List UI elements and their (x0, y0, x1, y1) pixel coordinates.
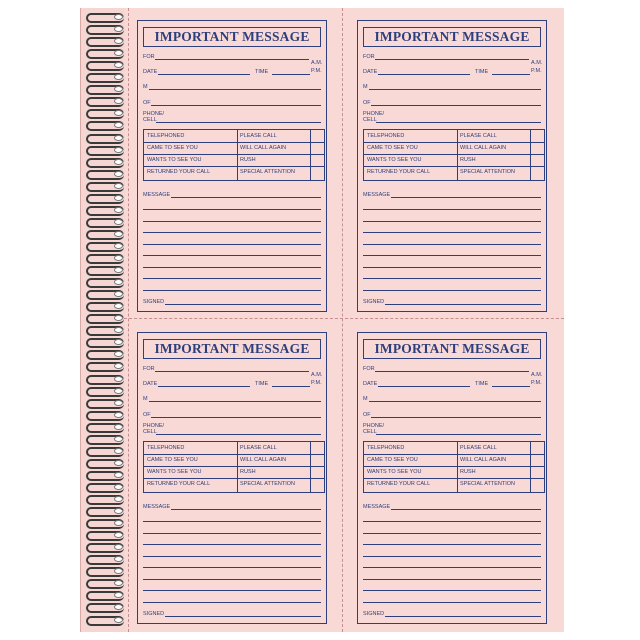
checkbox-came-to-see-you[interactable]: CAME TO SEE YOU (147, 145, 198, 151)
spiral-coil (86, 422, 126, 430)
phone-line (156, 122, 321, 123)
spiral-coil (86, 24, 126, 32)
m-label: M (363, 84, 368, 90)
spiral-coil (86, 482, 126, 490)
signed-label: SIGNED (143, 299, 165, 305)
checkbox-returned-your-call[interactable]: RETURNED YOUR CALL (147, 169, 211, 175)
of-label: OF (363, 100, 371, 106)
time-line (272, 386, 310, 387)
m-label: M (143, 396, 148, 402)
am-label: A.M. (531, 372, 543, 378)
for-label: FOR (143, 54, 155, 60)
message-rule (143, 533, 321, 534)
perforation-binding (128, 8, 129, 632)
spiral-coil (86, 361, 126, 369)
cell-label: CELL (143, 117, 157, 123)
of-line (151, 105, 321, 106)
checkbox-will-call-again[interactable]: WILL CALL AGAIN (460, 145, 507, 151)
phone-line (156, 434, 321, 435)
message-rule (363, 232, 541, 233)
checkbox-please-call[interactable]: PLEASE CALL (460, 133, 497, 139)
message-rule (143, 267, 321, 268)
spiral-coil (86, 157, 126, 165)
checkbox-wants-to-see-you[interactable]: WANTS TO SEE YOU (147, 157, 202, 163)
message-line (171, 197, 321, 198)
of-line (371, 105, 541, 106)
checkbox-please-call[interactable]: PLEASE CALL (240, 445, 277, 451)
date-line (378, 386, 470, 387)
checkbox-will-call-again[interactable]: WILL CALL AGAIN (240, 145, 287, 151)
time-label: TIME (475, 69, 489, 75)
pm-label: P.M. (311, 380, 322, 386)
message-rule (363, 579, 541, 580)
form-title: IMPORTANT MESSAGE (363, 339, 541, 359)
spiral-coil (86, 518, 126, 526)
checkbox-rush[interactable]: RUSH (240, 157, 256, 163)
signed-line (385, 304, 541, 305)
spiral-coil (86, 470, 126, 478)
checkbox-special-attention[interactable]: SPECIAL ATTENTION (460, 169, 516, 175)
checkbox-wants-to-see-you[interactable]: WANTS TO SEE YOU (367, 157, 422, 163)
date-label: DATE (143, 381, 158, 387)
checkbox-came-to-see-you[interactable]: CAME TO SEE YOU (367, 457, 418, 463)
message-rule (143, 244, 321, 245)
checkbox-returned-your-call[interactable]: RETURNED YOUR CALL (367, 481, 431, 487)
message-rule (363, 556, 541, 557)
message-rule (143, 278, 321, 279)
spiral-coil (86, 48, 126, 56)
checkbox-table (363, 129, 545, 181)
message-form-4 (357, 332, 547, 624)
message-rule (363, 221, 541, 222)
checkbox-will-call-again[interactable]: WILL CALL AGAIN (240, 457, 287, 463)
spiral-coil (86, 578, 126, 586)
message-rule (363, 255, 541, 256)
m-line (369, 401, 541, 402)
cell-label: CELL (363, 117, 377, 123)
spiral-coil (86, 446, 126, 454)
message-label: MESSAGE (363, 504, 391, 510)
date-line (158, 386, 250, 387)
message-form-2 (357, 20, 547, 312)
message-line (171, 509, 321, 510)
spiral-coil (86, 410, 126, 418)
message-form-1 (137, 20, 327, 312)
spiral-coil (86, 554, 126, 562)
spiral-coil (86, 458, 126, 466)
spiral-coil (86, 530, 126, 538)
spiral-coil (86, 494, 126, 502)
message-rule (363, 521, 541, 522)
checkbox-table (363, 441, 545, 493)
message-label: MESSAGE (143, 192, 171, 198)
date-line (158, 74, 250, 75)
spiral-coil (86, 590, 126, 598)
message-label: MESSAGE (143, 504, 171, 510)
checkbox-rush[interactable]: RUSH (240, 469, 256, 475)
time-line (492, 74, 530, 75)
m-label: M (143, 84, 148, 90)
for-line (375, 59, 529, 60)
message-rule (143, 290, 321, 291)
of-label: OF (143, 412, 151, 418)
spiral-coil (86, 133, 126, 141)
checkbox-returned-your-call[interactable]: RETURNED YOUR CALL (147, 481, 211, 487)
spiral-coil (86, 72, 126, 80)
message-rule (143, 521, 321, 522)
spiral-coil (86, 36, 126, 44)
checkbox-special-attention[interactable]: SPECIAL ATTENTION (460, 481, 516, 487)
message-rule (363, 209, 541, 210)
spiral-coil (86, 301, 126, 309)
checkbox-row (144, 166, 324, 178)
spiral-coil (86, 84, 126, 92)
message-rule (143, 590, 321, 591)
checkbox-please-call[interactable]: PLEASE CALL (240, 133, 277, 139)
for-line (375, 371, 529, 372)
phone-line (376, 434, 541, 435)
am-label: A.M. (311, 372, 323, 378)
spiral-coil (86, 325, 126, 333)
cell-label: CELL (143, 429, 157, 435)
date-line (378, 74, 470, 75)
spiral-coil (86, 398, 126, 406)
for-line (155, 371, 309, 372)
phone-label: PHONE/ (143, 111, 165, 117)
spiral-coil (86, 265, 126, 273)
time-line (272, 74, 310, 75)
message-rule (363, 533, 541, 534)
m-line (149, 401, 321, 402)
message-line (391, 509, 541, 510)
spiral-coil (86, 349, 126, 357)
checkbox-special-attention[interactable]: SPECIAL ATTENTION (240, 169, 296, 175)
spiral-coil (86, 506, 126, 514)
checkbox-wants-to-see-you[interactable]: WANTS TO SEE YOU (147, 469, 202, 475)
time-label: TIME (255, 69, 269, 75)
message-rule (143, 567, 321, 568)
spiral-coil (86, 12, 126, 20)
of-line (371, 417, 541, 418)
phone-label: PHONE/ (143, 423, 165, 429)
message-rule (143, 232, 321, 233)
spiral-coil (86, 434, 126, 442)
message-rule (363, 267, 541, 268)
cell-label: CELL (363, 429, 377, 435)
spiral-coil (86, 145, 126, 153)
of-label: OF (363, 412, 371, 418)
message-rule (143, 556, 321, 557)
spiral-coil (86, 374, 126, 382)
spiral-coil (86, 205, 126, 213)
message-rule (143, 221, 321, 222)
phone-label: PHONE/ (363, 423, 385, 429)
signed-label: SIGNED (363, 611, 385, 617)
checkbox-row (364, 166, 544, 178)
message-form-3 (137, 332, 327, 624)
spiral-coil (86, 120, 126, 128)
time-label: TIME (475, 381, 489, 387)
spiral-coil (86, 60, 126, 68)
checkbox-please-call[interactable]: PLEASE CALL (460, 445, 497, 451)
am-label: A.M. (531, 60, 543, 66)
spiral-coil (86, 108, 126, 116)
message-rule (363, 602, 541, 603)
for-label: FOR (363, 366, 375, 372)
m-line (369, 89, 541, 90)
signed-line (165, 304, 321, 305)
message-rule (143, 602, 321, 603)
signed-label: SIGNED (363, 299, 385, 305)
perforation-vertical (342, 8, 343, 632)
message-rule (143, 209, 321, 210)
checkbox-telephoned[interactable]: TELEPHONED (367, 133, 405, 139)
form-title: IMPORTANT MESSAGE (143, 27, 321, 47)
signed-line (385, 616, 541, 617)
message-rule (363, 278, 541, 279)
spiral-coil (86, 96, 126, 104)
checkbox-special-attention[interactable]: SPECIAL ATTENTION (240, 481, 296, 487)
spiral-binding (86, 12, 126, 628)
m-line (149, 89, 321, 90)
phone-label: PHONE/ (363, 111, 385, 117)
checkbox-telephoned[interactable]: TELEPHONED (367, 445, 405, 451)
form-title: IMPORTANT MESSAGE (143, 339, 321, 359)
spiral-coil (86, 289, 126, 297)
spiral-coil (86, 193, 126, 201)
time-label: TIME (255, 381, 269, 387)
checkbox-will-call-again[interactable]: WILL CALL AGAIN (460, 457, 507, 463)
message-rule (143, 544, 321, 545)
checkbox-telephoned[interactable]: TELEPHONED (147, 133, 185, 139)
signed-line (165, 616, 321, 617)
signed-label: SIGNED (143, 611, 165, 617)
spiral-coil (86, 602, 126, 610)
for-label: FOR (363, 54, 375, 60)
form-title: IMPORTANT MESSAGE (363, 27, 541, 47)
spiral-coil (86, 566, 126, 574)
checkbox-wants-to-see-you[interactable]: WANTS TO SEE YOU (367, 469, 422, 475)
of-label: OF (143, 100, 151, 106)
message-rule (363, 567, 541, 568)
checkbox-rush[interactable]: RUSH (460, 469, 476, 475)
spiral-coil (86, 217, 126, 225)
spiral-coil (86, 241, 126, 249)
message-line (391, 197, 541, 198)
message-rule (363, 290, 541, 291)
pm-label: P.M. (531, 380, 542, 386)
checkbox-rush[interactable]: RUSH (460, 157, 476, 163)
m-label: M (363, 396, 368, 402)
checkbox-telephoned[interactable]: TELEPHONED (147, 445, 185, 451)
date-label: DATE (363, 69, 378, 75)
spiral-coil (86, 229, 126, 237)
phone-line (376, 122, 541, 123)
date-label: DATE (363, 381, 378, 387)
checkbox-came-to-see-you[interactable]: CAME TO SEE YOU (367, 145, 418, 151)
checkbox-table (143, 441, 325, 493)
spiral-coil (86, 277, 126, 285)
spiral-coil (86, 181, 126, 189)
checkbox-table (143, 129, 325, 181)
of-line (151, 417, 321, 418)
spiral-coil (86, 386, 126, 394)
checkbox-row (364, 478, 544, 490)
checkbox-returned-your-call[interactable]: RETURNED YOUR CALL (367, 169, 431, 175)
message-rule (363, 590, 541, 591)
checkbox-row (144, 478, 324, 490)
spiral-coil (86, 615, 126, 623)
perforation-horizontal (124, 318, 564, 319)
spiral-coil (86, 169, 126, 177)
spiral-coil (86, 337, 126, 345)
pm-label: P.M. (311, 68, 322, 74)
spiral-coil (86, 313, 126, 321)
message-rule (143, 579, 321, 580)
message-rule (143, 255, 321, 256)
checkbox-came-to-see-you[interactable]: CAME TO SEE YOU (147, 457, 198, 463)
pm-label: P.M. (531, 68, 542, 74)
am-label: A.M. (311, 60, 323, 66)
message-rule (363, 544, 541, 545)
spiral-coil (86, 542, 126, 550)
message-label: MESSAGE (363, 192, 391, 198)
time-line (492, 386, 530, 387)
date-label: DATE (143, 69, 158, 75)
message-rule (363, 244, 541, 245)
for-label: FOR (143, 366, 155, 372)
spiral-coil (86, 253, 126, 261)
for-line (155, 59, 309, 60)
